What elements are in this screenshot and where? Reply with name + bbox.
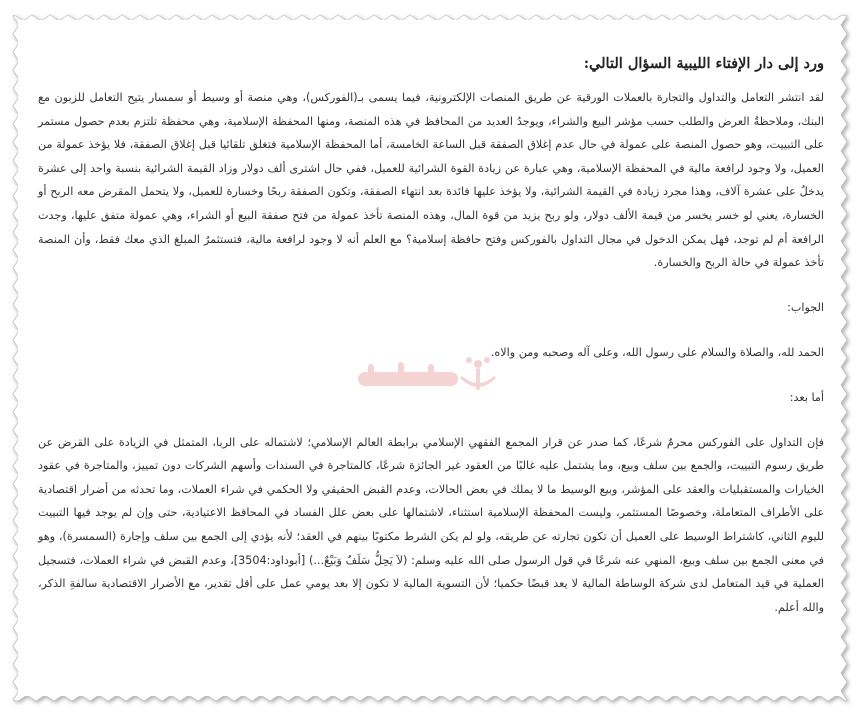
document-title: ورد إلى دار الإفتاء الليبية السؤال التالي: (583, 55, 824, 72)
document-content (38, 52, 824, 619)
document-paper (18, 20, 840, 696)
question-paragraph: لقد انتشر التعامل والتداول والتجارة بالعملات الورقية عن طريق المنصات الإلكترونية، فيما يسمى بـ(الفوركس)، وهي منصة أو وسيط أو سمسار يتيح التعامل للزبون مع البنك، وملاحظةُ العرض والطلب حسب مؤشر البيع والشراء، ويوجدُ العديد من المحافظ في هذه المنصة، ومنها المحفظة الإسلامية، وهي محفظة تلتزم بعدم حصول مستمر على التبييت، وهو حصول المنصة على عمولة في حال عدم إغلاق الصفقة قبل الساعة الخامسة، أما المحفظة الإسلامية فتغلق تلقائيا قبل إغلاق الصفقة، فلا يؤخذ عمولة من العميل، ولا وجود لرافعة مالية في المحفظة الإسلامية، وهي عبارة عن زيادة القوة الشرائية للعميل، ففي حال اشترى ألف دولار وزاد القيمة الشرائية بنسبة واحد إلى عشرة يدخلُ على عشرة آلاف، وهذا مجرد زيادة في القيمة الشرائية، ولا يؤخذ عليها فائدة بعد انتهاء الصفقة، وتكون الصفقة ربحًا وخسارة للعميل، ولا يتحمل المقرض معه الربح أو الخسارة، يعني لو خسر يخسر من قيمة الألف دولار، ولو ربح يزيد من قوة المال، وهذه المنصة تأخذ عمولة من فتح صفقة البيع أو الشراء، وهي عمولة متفق عليها، وجدت الرافعة أم لم توجد، فهل يمكن الدخول في مجال التداول بالفوركس وفتح حافظة إسلامية؟ مع العلم أنه لا وجود لرافعة مالية، فتستثمرُ المبلغ الذي معك فقط، وأن المنصة تأخذ عمولة في حالة الربح والخسارة. (38, 91, 824, 270)
praise-paragraph: الحمد لله، والصلاة والسلام على رسول الله، وعلى آله وصحبه ومن والاه. (490, 346, 824, 360)
ruling-paragraph: فإن التداول على الفوركس محرمٌ شرعًا، كما صدر عن قرار المجمع الفقهي الإسلامي برابطة العالم الإسلامي؛ لاشتماله على الربا، المتمثل في الزيادة على القرض عن طريق رسوم التبييت، والجمع بين سلف وبيع، وما يشتمل عليه غالبًا من العقود غير الجائزة شرعًا، كالمتاجرة في السندات وأسهم الشركات دون تمييز، والمتاجرة في عقود الخيارات والمستقبليات والعقد على المؤشر، وبيع الوسيط ما لا يملك في بعض الحالات، وعدم القبض الحقيقي ولا الحكمي في شراء العملات، وما تحدثه من أضرار اقتصادية على الأطراف المتعاملة، وخصوصًا المستثمر، وليست المحفظة الإسلامية استثناء، لاشتمالها على بعض علل الفساد في المحافظ الاعتيادية، حتى وإن لم يوجد فيها التبييت لليوم الثاني، كاشتراط الوسيط على العميل أن تكون تجارته عن طريقه، ولو لم يكن الشرط مكتوبًا بينهم في العقد؛ لأنه يؤدي إلى الجمع بين سلف وإجارة (السمسرة)، وهو في معنى الجمع بين سلف وبيع، المنهي عنه شرعًا في قول الرسول صلى الله عليه وسلم: (لاَ يَحِلُّ سَلَفٌ وَبَيْعٌ...) [أبوداود:3504]، وعدم القبض في شراء العملات، فتسجيل العملية في قيد المتعامل لدى شركة الوساطة المالية لا يعد قبضًا حكميا؛ لأن التسوية المالية لا تكون إلا بعد يومي عمل على أقل تقدير، مع الأضرار الاقتصادية سالفةِ الذكر، والله أعلم. (38, 435, 824, 614)
amma-baad-label: أما بعد: (789, 390, 824, 404)
answer-label: الجواب: (787, 300, 824, 314)
